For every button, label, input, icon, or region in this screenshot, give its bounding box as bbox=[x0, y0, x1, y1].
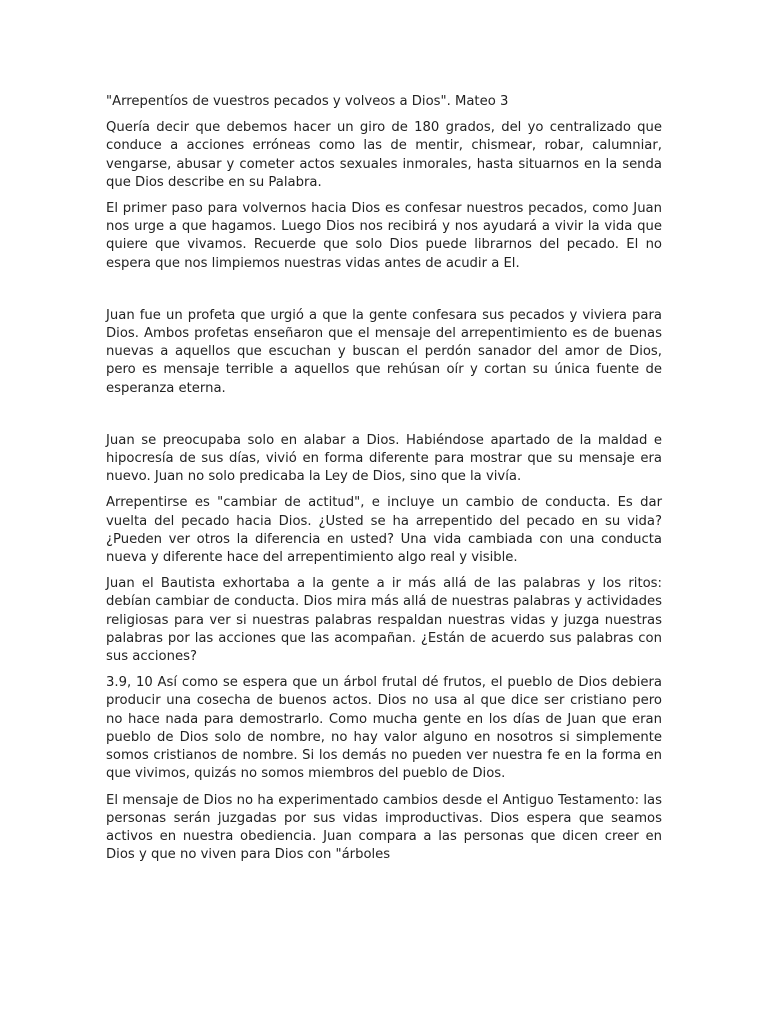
paragraph-5: Arrepentirse es "cambiar de actitud", e incluye un cambio de conducta. Es dar vuelta del pecado hacia Dios. ¿Usted se ha arrepentido del pecado en su vida? ¿Pueden ver otros la diferencia en usted? Una vida cambiada con una conducta nueva y diferente hace del arrepentimiento algo real y visible. bbox=[106, 495, 662, 566]
paragraph-7: 3.9, 10 Así como se espera que un árbol frutal dé frutos, el pueblo de Dios debiera producir una cosecha de buenos actos. Dios no usa al que dice ser cristiano pero no hace nada para demostrarlo. Como mucha gente en los días de Juan que eran pueblo de Dios solo de nombre, no hay valor alguno en nosotros si simplemente somos cristianos de nombre. Si los demás no pueden ver nuestra fe en la forma en que vivimos, quizás no somos miembros del pueblo de Dios. bbox=[106, 675, 662, 782]
document-title: "Arrepentíos de vuestros pecados y volveos a Dios". Mateo 3 bbox=[106, 94, 509, 109]
paragraph-6: Juan el Bautista exhortaba a la gente a ir más allá de las palabras y los ritos: debían cambiar de conducta. Dios mira más allá de nuestras palabras y actividades religiosas para ver si nuestras palabras respaldan nuestras vidas y juzga nuestras palabras por las acciones que las acompañan. ¿Están de acuerdo sus palabras con sus acciones? bbox=[106, 576, 662, 665]
document-page bbox=[106, 93, 662, 872]
paragraph-8: El mensaje de Dios no ha experimentado cambios desde el Antiguo Testamento: las personas serán juzgadas por sus vidas improductivas. Dios espera que seamos activos en nuestra obediencia. Juan compara a las personas que dicen creer en Dios y que no viven para Dios con "árboles bbox=[106, 792, 662, 863]
paragraph-4: Juan se preocupaba solo en alabar a Dios. Habiéndose apartado de la maldad e hipocresía de sus días, vivió en forma diferente para mostrar que su mensaje era nuevo. Juan no solo predicaba la Ley de Dios, sino que la vivía. bbox=[106, 432, 662, 485]
paragraph-3: Juan fue un profeta que urgió a que la gente confesara sus pecados y viviera para Dios. Ambos profetas enseñaron que el mensaje del arrepentimiento es de buenas nuevas a aquellos que escuchan y buscan el perdón sanador del amor de Dios, pero es mensaje terrible a aquellos que rehúsan oír y cortan su única fuente de esperanza eterna. bbox=[106, 307, 662, 396]
paragraph-1: Quería decir que debemos hacer un giro de 180 grados, del yo centralizado que conduce a acciones erróneas como las de mentir, chismear, robar, calumniar, vengarse, abusar y cometer actos sexuales inmorales, hasta situarnos en la senda que Dios describe en su Palabra. bbox=[106, 120, 662, 190]
paragraph-2: El primer paso para volvernos hacia Dios es confesar nuestros pecados, como Juan nos urge a que hagamos. Luego Dios nos recibirá y nos ayudará a vivir la vida que quiere que vivamos. Recuerde que solo Dios puede librarnos del pecado. El no espera que nos limpiemos nuestras vidas antes de acudir a El. bbox=[106, 201, 662, 271]
